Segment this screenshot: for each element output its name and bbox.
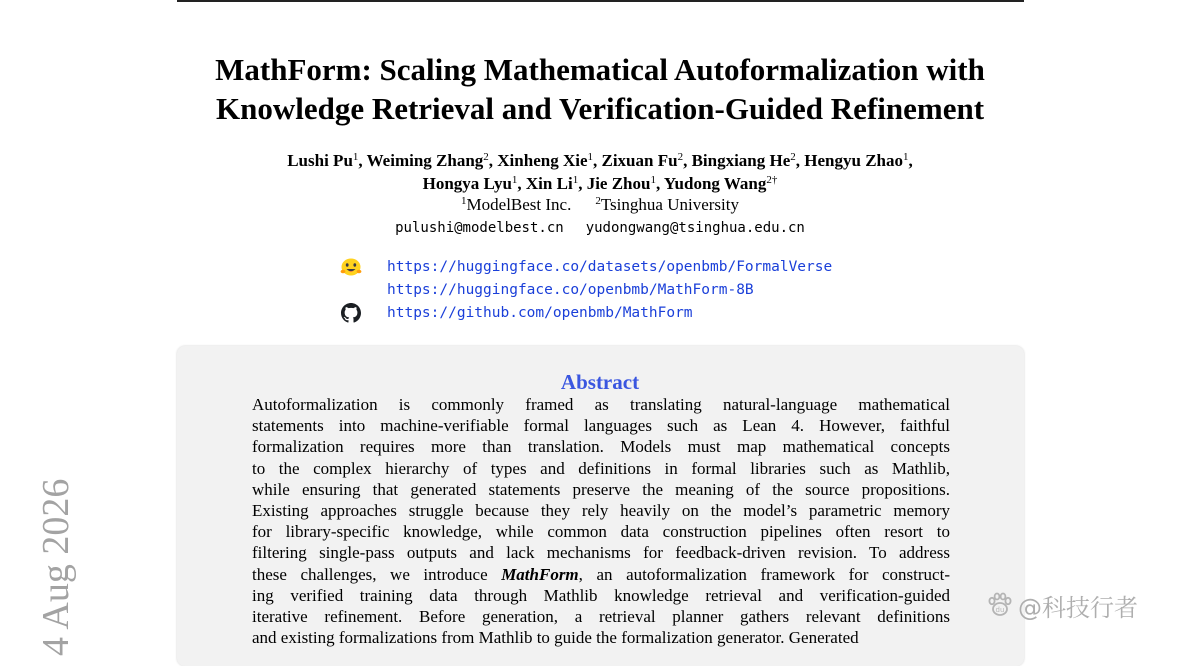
author-affiliation-mark: 1 (511, 174, 518, 186)
author-affiliation-mark: 2† (766, 174, 778, 186)
author-line-2: Hongya Lyu$^1$, Xin Li$^1$, Jie Zhou$^1$, Yudong Wang$^{2\dagger}$ (422, 174, 778, 193)
affiliation-name: Tsinghua University (600, 195, 739, 214)
abstract-line: iterative refinement. Before generation, a retrieval planner gathers relevant definitions (252, 606, 950, 626)
author-name: Xinheng Xie (497, 151, 588, 170)
affiliations (0, 194, 1200, 216)
author-affiliation-mark: 2 (790, 151, 796, 163)
author-list (0, 149, 1200, 195)
author-line-1: Lushi Pu$^1$, Weiming Zhang$^2$, Xinheng Xie$^1$, Zixuan Fu$^2$, Bingxiang He$^2$, Hengyu Zhao$^1$, (287, 151, 913, 170)
abstract-heading: Abstract (560, 370, 640, 394)
paw-logo-icon (986, 592, 1014, 618)
watermark (986, 589, 1138, 621)
author-affiliation-mark: 1 (650, 174, 656, 186)
author-affiliation-mark: 1 (903, 151, 909, 163)
author-emails (0, 218, 1200, 238)
abstract-line: to the complex hierarchy of types and definitions in formal libraries such as Mathlib, (252, 458, 950, 478)
abstract-line: while ensuring that generated statements preserve the meaning of the source propositions. (252, 479, 950, 499)
arxiv-stamp (35, 456, 77, 656)
framework-name-emphasis: MathForm (501, 564, 579, 584)
author-name: Jie Zhou (586, 174, 651, 193)
svg-text:du: du (995, 606, 1005, 614)
author-name: Bingxiang He (691, 151, 791, 170)
abstract-line: these challenges, we introduce MathForm, an autoformalization framework for construct- (252, 564, 950, 584)
author-name: Hongya Lyu (422, 174, 512, 193)
affiliation-mark: 2 (595, 195, 601, 207)
abstract-line: ing verified training data through Mathlib knowledge retrieval and verification-guided (252, 585, 950, 605)
affiliation-name: ModelBest Inc. (466, 195, 572, 214)
abstract-line: Existing approaches struggle because they rely heavily on the model’s parametric memory (252, 500, 950, 520)
abstract-line: filtering single-pass outputs and lack mechanisms for feedback-driven revision. To address (252, 543, 950, 563)
author-affiliation-mark: 2 (483, 151, 489, 163)
author-name: Hengyu Zhao (804, 151, 904, 170)
author-name: Yudong Wang (663, 174, 767, 193)
github-icon (340, 303, 362, 323)
paper-title (0, 50, 1200, 128)
abstract-line: for library-specific knowledge, while common data construction pipelines often resort to (252, 522, 950, 542)
author-name: Lushi Pu (287, 151, 353, 170)
github-link[interactable]: https://github.com/openbmb/MathForm (387, 305, 693, 321)
author-name: Weiming Zhang (366, 151, 484, 170)
model-link[interactable]: https://huggingface.co/openbmb/MathForm-8B (387, 282, 754, 298)
email-address: yudongwang@tsinghua.edu.cn (585, 220, 805, 236)
abstract-body (252, 394, 950, 648)
paper-title-line-1: MathForm: Scaling Mathematical Autoformalization with (215, 52, 985, 87)
affiliation-mark: 1 (461, 195, 467, 207)
top-rule (177, 0, 1024, 2)
arxiv-stamp-date: 4 Aug 2026 (35, 478, 77, 656)
dataset-link[interactable]: https://huggingface.co/datasets/openbmb/FormalVerse (387, 259, 833, 275)
huggingface-icon (340, 257, 362, 277)
author-affiliation-mark: 2 (677, 151, 684, 163)
paper-title-line-2: Knowledge Retrieval and Verification-Guided Refinement (215, 91, 985, 126)
author-affiliation-mark: 1 (572, 174, 579, 186)
author-name: Xin Li (525, 174, 573, 193)
author-affiliation-mark: 1 (352, 151, 359, 163)
author-name: Zixuan Fu (601, 151, 678, 170)
abstract-line: and existing formalizations from Mathlib to guide the formalization generator. Generated (252, 628, 859, 648)
watermark-text: @科技行者 (1018, 593, 1138, 622)
abstract-line: formalization requires more than translation. Models must map mathematical concepts (252, 437, 950, 457)
author-affiliation-mark: 1 (587, 151, 593, 163)
email-address: pulushi@modelbest.cn (395, 220, 564, 236)
abstract-line: Autoformalization is commonly framed as translating natural-language mathematical (252, 395, 950, 414)
abstract-line: statements into machine-verifiable formal languages such as Lean 4. However, faithful (252, 416, 950, 436)
